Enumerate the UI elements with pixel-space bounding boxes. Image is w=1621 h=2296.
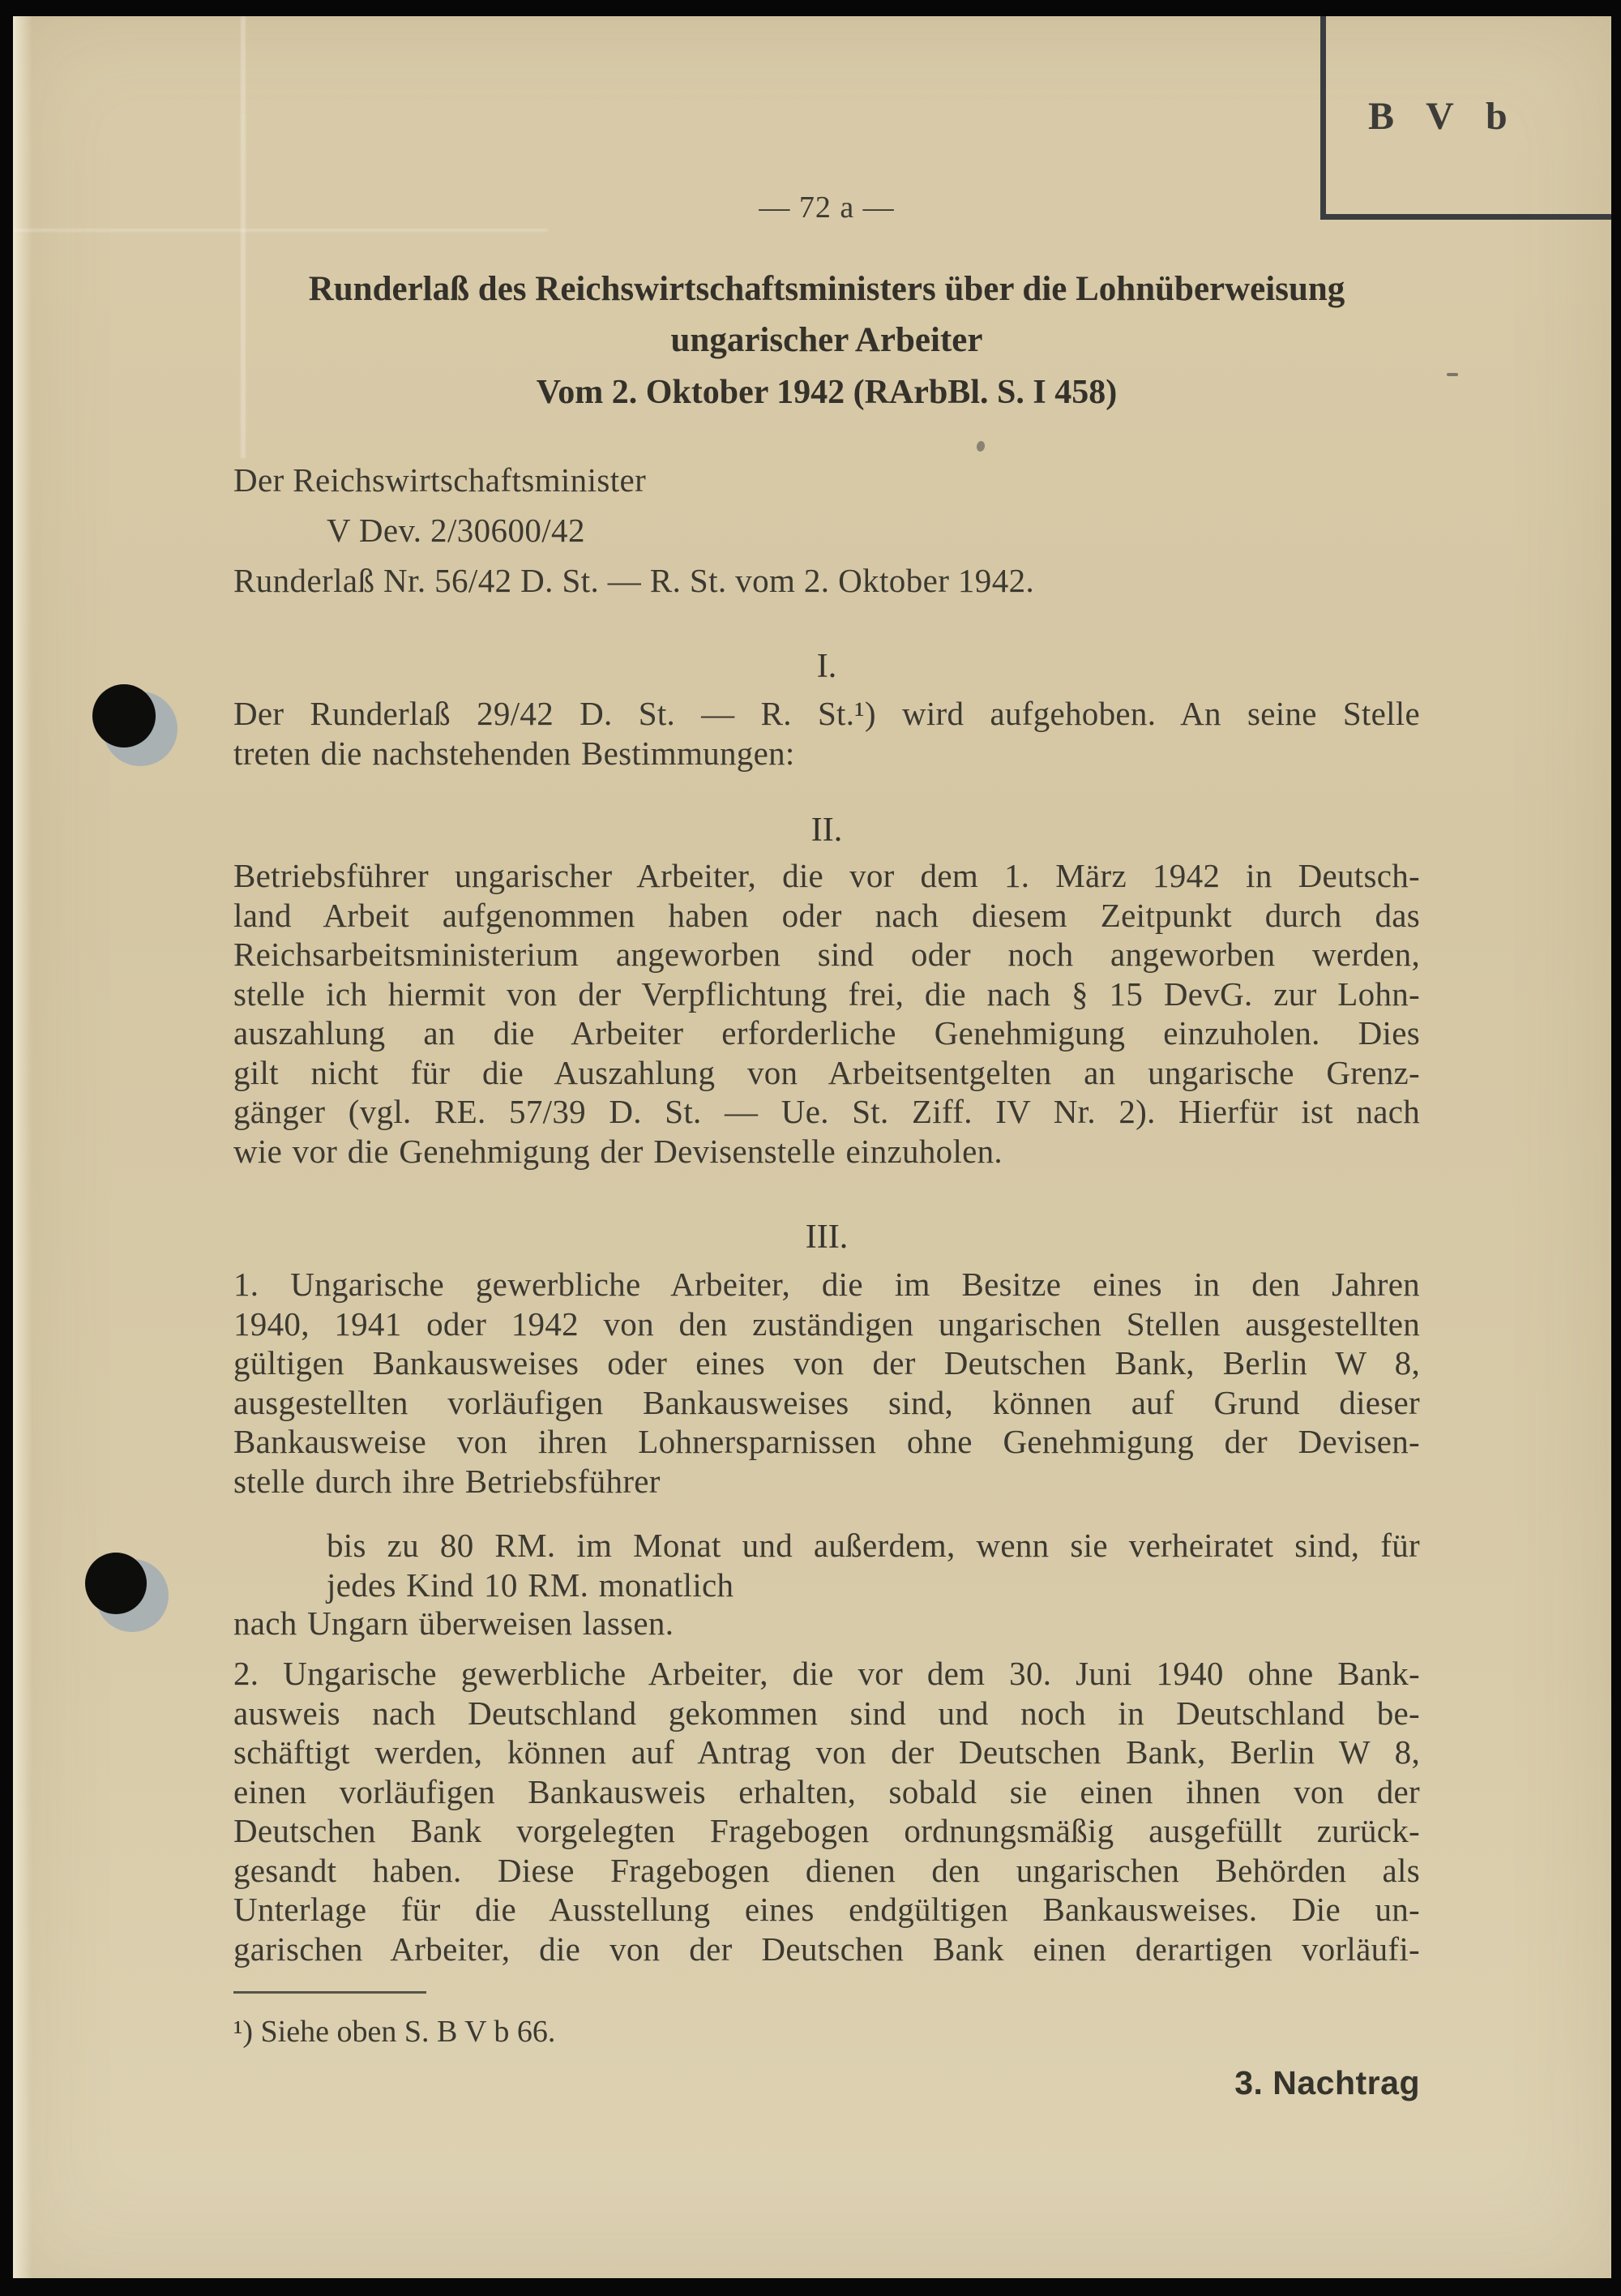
paper-edge bbox=[13, 16, 32, 2278]
body-line: auszahlung an die Arbeiter erforderliche Genehmigung einzuholen. Dies bbox=[233, 1014, 1420, 1052]
body-line: jedes Kind 10 RM. monatlich bbox=[327, 1566, 734, 1604]
body-line: ausweis nach Deutschland gekommen sind und noch in Deutschland be- bbox=[233, 1694, 1420, 1732]
section-heading-iii: III. bbox=[805, 1219, 849, 1256]
document-date-line: Vom 2. Oktober 1942 (RArbBl. S. I 458) bbox=[536, 374, 1118, 411]
body-line: land Arbeit aufgenommen haben oder nach diesem Zeitpunkt durch das bbox=[233, 896, 1420, 934]
body-line: garischen Arbeiter, die von der Deutschen Bank einen derartigen vorläufi- bbox=[233, 1930, 1420, 1968]
preamble-reference: V Dev. 2/30600/42 bbox=[327, 512, 585, 549]
after-indent-line: nach Ungarn überweisen lassen. bbox=[233, 1604, 674, 1642]
section-iii-paragraph-2 bbox=[233, 1654, 1420, 1968]
ink-speck bbox=[1447, 373, 1458, 376]
body-line: Betriebsführer ungarischer Arbeiter, die vor dem 1. März 1942 in Deutsch- bbox=[233, 857, 1420, 894]
supplement-label: 3. Nachtrag bbox=[1234, 2064, 1420, 2101]
section-iii-paragraph-1 bbox=[233, 1265, 1420, 1501]
preamble-issuer: Der Reichswirtschaftsminister bbox=[233, 461, 647, 499]
body-line: schäftigt werden, können auf Antrag von der Deutschen Bank, Berlin W 8, bbox=[233, 1733, 1420, 1771]
body-line: Reichsarbeitsministerium angeworben sind oder noch angeworben werden, bbox=[233, 936, 1420, 973]
body-line: Deutschen Bank vorgelegten Fragebogen ordnungsmäßig ausgefüllt zurück- bbox=[233, 1812, 1420, 1849]
punch-hole-pit bbox=[85, 1553, 147, 1614]
ink-speck bbox=[976, 440, 986, 452]
body-line: 1. Ungarische gewerbliche Arbeiter, die im Besitze eines in den Jahren bbox=[233, 1266, 1420, 1303]
section-heading-i: I. bbox=[816, 648, 837, 685]
tab-label: B V b bbox=[1368, 95, 1519, 138]
body-line: gänger (vgl. RE. 57/39 D. St. — Ue. St. Ziff. IV Nr. 2). Hierfür ist nach bbox=[233, 1093, 1420, 1130]
indented-allowance-block bbox=[327, 1526, 1420, 1604]
body-line: gesandt haben. Diese Fragebogen dienen den ungarischen Behörden als bbox=[233, 1851, 1420, 1889]
body-line: Unterlage für die Ausstellung eines endgültigen Bankausweises. Die un- bbox=[233, 1891, 1420, 1928]
section-ii-paragraph bbox=[233, 856, 1420, 1171]
body-line: stelle ich hiermit von der Verpflichtung frei, die nach § 15 DevG. zur Lohn- bbox=[233, 975, 1420, 1013]
document-title-line1: Runderlaß des Reichswirtschaftsministers über die Lohnüberweisung bbox=[308, 270, 1345, 308]
body-line: gültigen Bankausweises oder eines von der Deutschen Bank, Berlin W 8, bbox=[233, 1344, 1420, 1381]
body-line: 2. Ungarische gewerbliche Arbeiter, die vor dem 30. Juni 1940 ohne Bank- bbox=[233, 1655, 1420, 1692]
preamble-decree-number: Runderlaß Nr. 56/42 D. St. — R. St. vom 2. Oktober 1942. bbox=[233, 562, 1035, 599]
footnote-rule bbox=[233, 1991, 426, 1994]
body-line: wie vor die Genehmigung der Devisenstelle einzuholen. bbox=[233, 1132, 1003, 1170]
punch-hole-pit bbox=[92, 684, 156, 747]
paper-crease-horizontal bbox=[13, 229, 548, 232]
body-line: Bankausweise von ihren Lohnersparnissen ohne Genehmigung der Devisen- bbox=[233, 1423, 1420, 1460]
footnote-text: ¹) Siehe oben S. B V b 66. bbox=[233, 2015, 556, 2049]
section-heading-ii: II. bbox=[810, 812, 843, 849]
body-line: ausgestellten vorläufigen Bankausweises sind, können auf Grund dieser bbox=[233, 1383, 1420, 1421]
body-line: einen vorläufigen Bankausweis erhalten, sobald sie einen ihnen von der bbox=[233, 1772, 1420, 1810]
section-i-paragraph bbox=[233, 694, 1420, 773]
body-line: stelle durch ihre Betriebsführer bbox=[233, 1462, 661, 1500]
page-number: — 72 a — bbox=[759, 191, 895, 225]
body-line: Der Runderlaß 29/42 D. St. — R. St.¹) wird aufgehoben. An seine Stelle bbox=[233, 695, 1420, 732]
document-title-line2: ungarischer Arbeiter bbox=[670, 321, 983, 359]
paper-sheet bbox=[13, 16, 1611, 2278]
body-line: 1940, 1941 oder 1942 von den zuständigen ungarischen Stellen ausgestellten bbox=[233, 1304, 1420, 1343]
body-line: bis zu 80 RM. im Monat und außerdem, wenn sie verheiratet sind, für bbox=[327, 1527, 1420, 1564]
body-line: gilt nicht für die Auszahlung von Arbeitsentgelten an ungarische Grenz- bbox=[233, 1053, 1420, 1091]
body-line: treten die nachstehenden Bestimmungen: bbox=[233, 734, 795, 772]
